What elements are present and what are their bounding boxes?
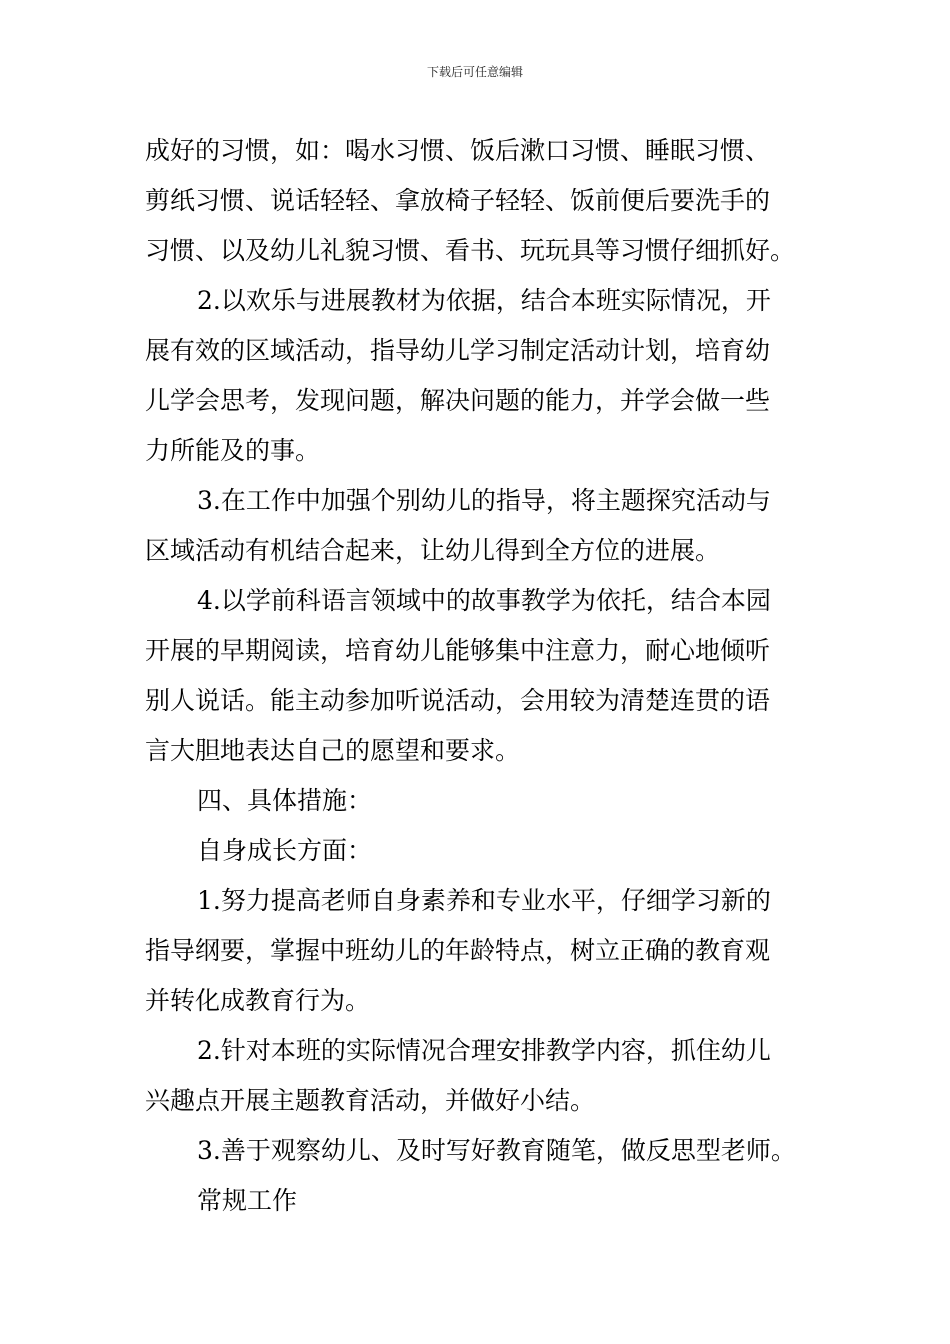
text-line: 并转化成教育行为。 [145, 986, 371, 1015]
subsection-heading: 自身成长方面： [197, 836, 373, 865]
text-line: 3.在工作中加强个别幼儿的指导，将主题探究活动与 [197, 486, 771, 515]
text-line: 力所能及的事。 [145, 436, 321, 465]
document-body [145, 126, 810, 1226]
page-header: 下载后可任意编辑 [426, 65, 523, 79]
text-line: 言大胆地表达自己的愿望和要求。 [145, 736, 521, 765]
text-line: 别人说话。能主动参加听说活动，会用较为清楚连贯的语 [145, 686, 771, 715]
text-line: 开展的早期阅读，培育幼儿能够集中注意力，耐心地倾听 [145, 636, 771, 665]
text-line: 指导纲要，掌握中班幼儿的年龄特点，树立正确的教育观 [145, 936, 771, 965]
text-line: 兴趣点开展主题教育活动，并做好小结。 [145, 1086, 596, 1115]
text-line: 儿学会思考，发现问题，解决问题的能力，并学会做一些 [145, 386, 771, 415]
text-line: 区域活动有机结合起来，让幼儿得到全方位的进展。 [145, 536, 721, 565]
text-line: 2.针对本班的实际情况合理安排教学内容，抓住幼儿 [197, 1036, 771, 1065]
text-line: 习惯、以及幼儿礼貌习惯、看书、玩玩具等习惯仔细抓好。 [145, 236, 796, 265]
subsection-heading: 常规工作 [197, 1186, 298, 1215]
text-line: 成好的习惯，如：喝水习惯、饭后漱口习惯、睡眠习惯、 [145, 136, 771, 165]
section-heading: 四、具体措施： [197, 786, 373, 815]
text-line: 剪纸习惯、说话轻轻、拿放椅子轻轻、饭前便后要洗手的 [145, 186, 771, 215]
text-line: 4.以学前科语言领域中的故事教学为依托，结合本园 [197, 586, 771, 615]
text-line: 3.善于观察幼儿、及时写好教育随笔，做反思型老师。 [197, 1136, 796, 1165]
text-line: 1.努力提高老师自身素养和专业水平，仔细学习新的 [197, 886, 771, 915]
text-line: 2.以欢乐与进展教材为依据，结合本班实际情况，开 [197, 286, 771, 315]
text-line: 展有效的区域活动，指导幼儿学习制定活动计划，培育幼 [145, 336, 771, 365]
